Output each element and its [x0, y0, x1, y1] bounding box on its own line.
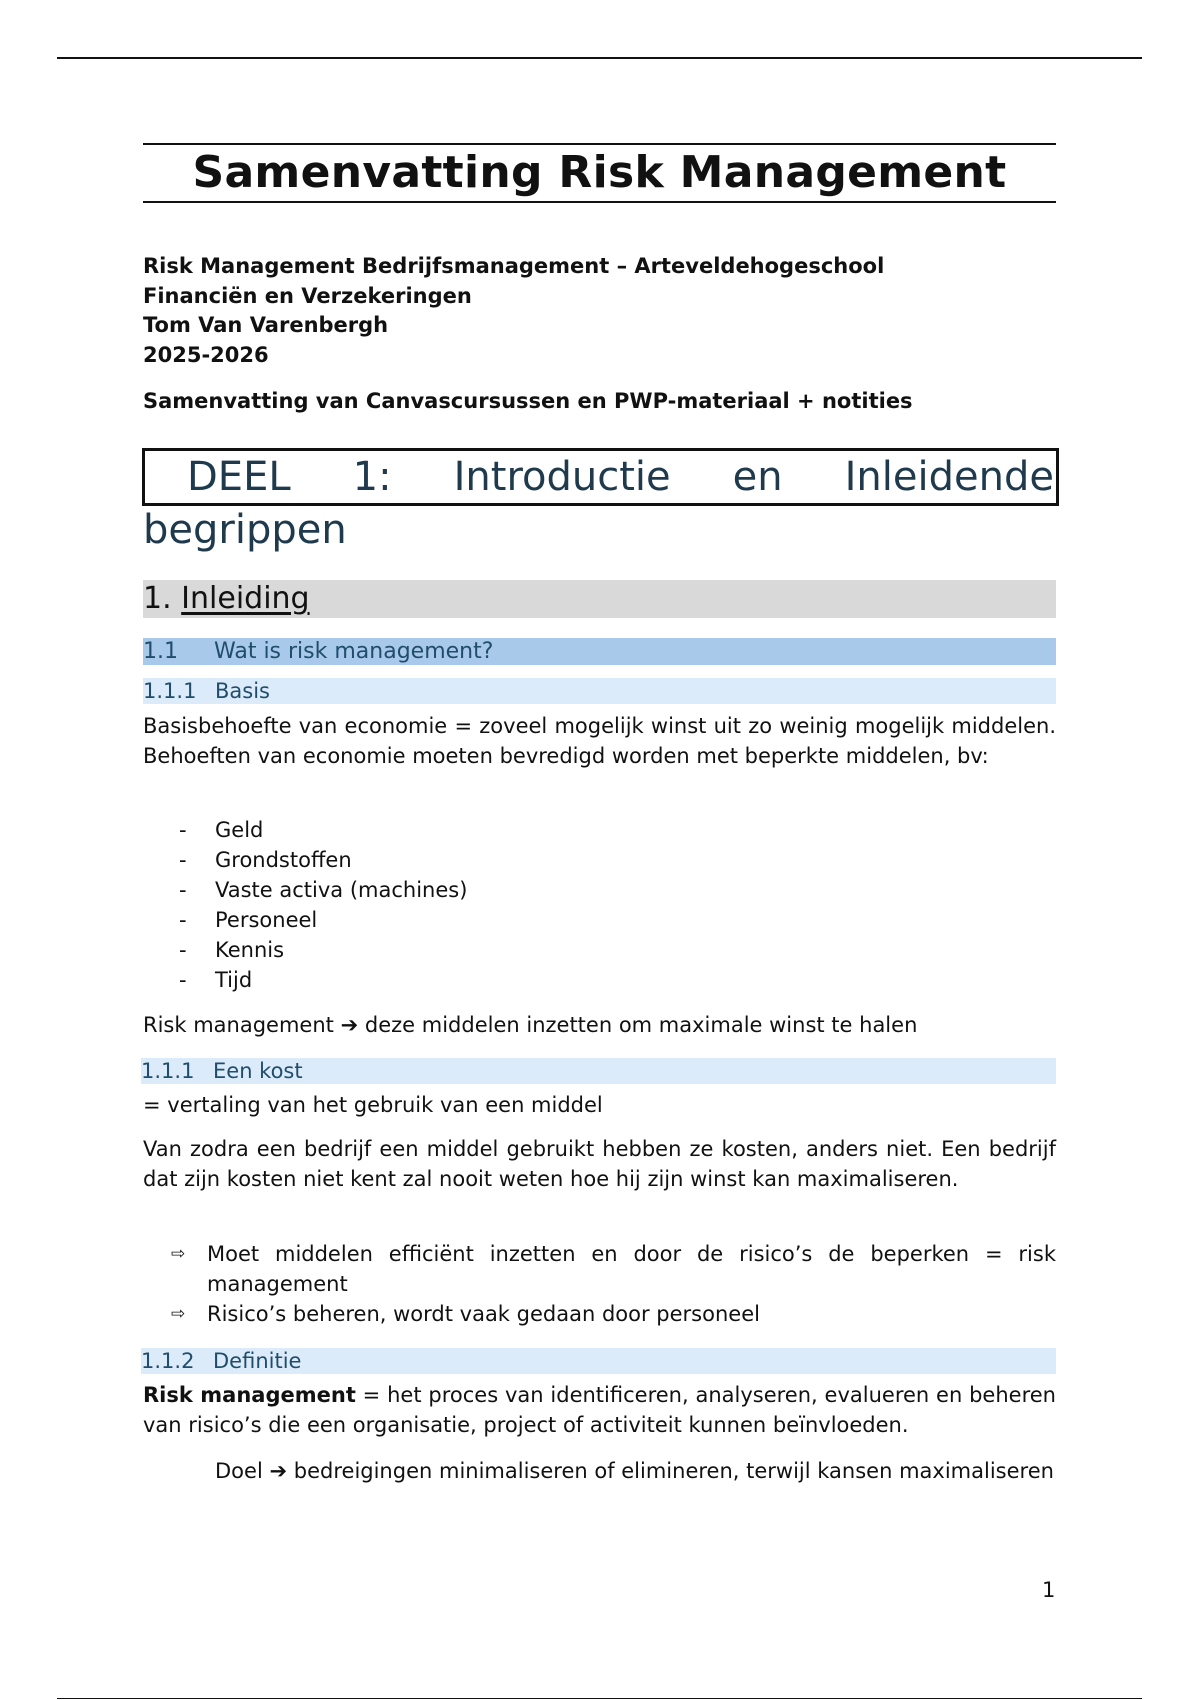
- dash-icon: -: [179, 878, 187, 902]
- list-item: [171, 1299, 1056, 1329]
- definition-text: = het proces van identificeren, analyseren, evalueren en beheren van risico’s die een organisatie, project of activiteit kunnen beïnvloeden.: [143, 1383, 1056, 1437]
- meta-program: Financiën en Verzekeringen: [143, 283, 472, 308]
- hollow-arrow-icon: ⇨: [171, 1244, 186, 1264]
- subsection-title: Een kost: [213, 1059, 303, 1083]
- dash-icon: -: [179, 908, 187, 932]
- hollow-arrow-icon: ⇨: [171, 1304, 186, 1324]
- chapter-title: Inleiding: [181, 581, 310, 616]
- definition-paragraph: [143, 1380, 1056, 1440]
- list-item-text: Vaste activa (machines): [215, 878, 468, 902]
- list-item: [143, 845, 467, 875]
- list-item: [143, 905, 467, 935]
- definition-term: Risk management: [143, 1383, 356, 1407]
- list-item: [143, 875, 467, 905]
- list-item: [171, 1239, 1056, 1299]
- subsection-number: 1.1.1: [143, 679, 197, 703]
- subsection-number: 1.1.1: [141, 1059, 195, 1083]
- kost-paragraph: Van zodra een bedrijf een middel gebruikt hebben ze kosten, anders niet. Een bedrijf dat zijn kosten niet kent zal nooit weten hoe hij zijn winst kan maximaliseren.: [143, 1137, 1056, 1191]
- section-heading: [143, 638, 1056, 665]
- basis-paragraph: Basisbehoefte van economie = zoveel mogelijk winst uit zo weinig mogelijk middelen. Behoeften van economie moeten bevredigd worden met beperkte middelen, bv:: [143, 714, 1056, 768]
- document-title: Samenvatting Risk Management: [192, 147, 1007, 198]
- chapter-number: 1.: [143, 581, 172, 616]
- meta-author: Tom Van Varenbergh: [143, 313, 389, 337]
- part-heading-word: Introductie: [453, 454, 671, 500]
- part-heading: [142, 448, 1059, 556]
- arrow-list: [171, 1239, 1056, 1329]
- subsection-title: Definitie: [213, 1349, 302, 1373]
- part-heading-word: DEEL: [187, 454, 291, 500]
- header-rule: [57, 57, 1142, 59]
- list-item-text: Kennis: [215, 938, 285, 962]
- footer-rule: [57, 1698, 1142, 1699]
- meta-year: 2025-2026: [143, 342, 269, 367]
- risk-management-line: [143, 1010, 1056, 1040]
- goal-text: bedreigingen minimaliseren of elimineren, terwijl kansen maximaliseren: [293, 1459, 1054, 1483]
- right-arrow-icon: ➔: [340, 1013, 359, 1037]
- goal-paragraph: [143, 1456, 1056, 1486]
- subsection-number: 1.1.2: [141, 1349, 195, 1373]
- dash-icon: -: [179, 968, 187, 992]
- page-number: 1: [1042, 1578, 1056, 1602]
- list-item: [143, 935, 467, 965]
- subsection-heading-kost: [141, 1058, 1056, 1084]
- subsection-heading-definitie: [141, 1348, 1056, 1374]
- section-title: Wat is risk management?: [214, 639, 494, 664]
- source-note: Samenvatting van Canvascursussen en PWP-materiaal + notities: [143, 389, 913, 413]
- list-item-text: Tijd: [215, 968, 253, 992]
- list-item: [143, 965, 467, 995]
- part-heading-word: 1:: [352, 454, 392, 500]
- list-item-text: Grondstoffen: [215, 848, 352, 872]
- subsection-title: Basis: [215, 679, 270, 703]
- section-number: 1.1: [143, 639, 178, 664]
- list-item-text: Personeel: [215, 908, 318, 932]
- resource-list: [143, 815, 467, 995]
- dash-icon: -: [179, 938, 187, 962]
- goal-label: Doel: [215, 1459, 263, 1483]
- list-item: [143, 815, 467, 845]
- title-block: [143, 143, 1056, 203]
- dash-icon: -: [179, 818, 187, 842]
- kost-definition: = vertaling van het gebruik van een middel: [143, 1093, 603, 1117]
- subsection-heading-basis: [143, 678, 1056, 704]
- document-meta: [143, 252, 1056, 370]
- part-heading-line2: begrippen: [143, 507, 347, 553]
- risk-line-term: Risk management: [143, 1013, 334, 1037]
- right-arrow-icon: ➔: [269, 1459, 288, 1483]
- meta-course: Risk Management Bedrijfsmanagement – Arteveldehogeschool: [143, 254, 885, 278]
- part-heading-word: en: [732, 454, 783, 500]
- part-heading-box: [142, 448, 1059, 506]
- risk-line-text: deze middelen inzetten om maximale winst te halen: [364, 1013, 918, 1037]
- dash-icon: -: [179, 848, 187, 872]
- list-item-text: Geld: [215, 818, 264, 842]
- list-item-text: Moet middelen efficiënt inzetten en door de risico’s de beperken = risk management: [207, 1242, 1056, 1296]
- part-heading-word: Inleidende: [844, 454, 1054, 500]
- list-item-text: Risico’s beheren, wordt vaak gedaan door personeel: [207, 1302, 760, 1326]
- chapter-heading: [143, 580, 1056, 618]
